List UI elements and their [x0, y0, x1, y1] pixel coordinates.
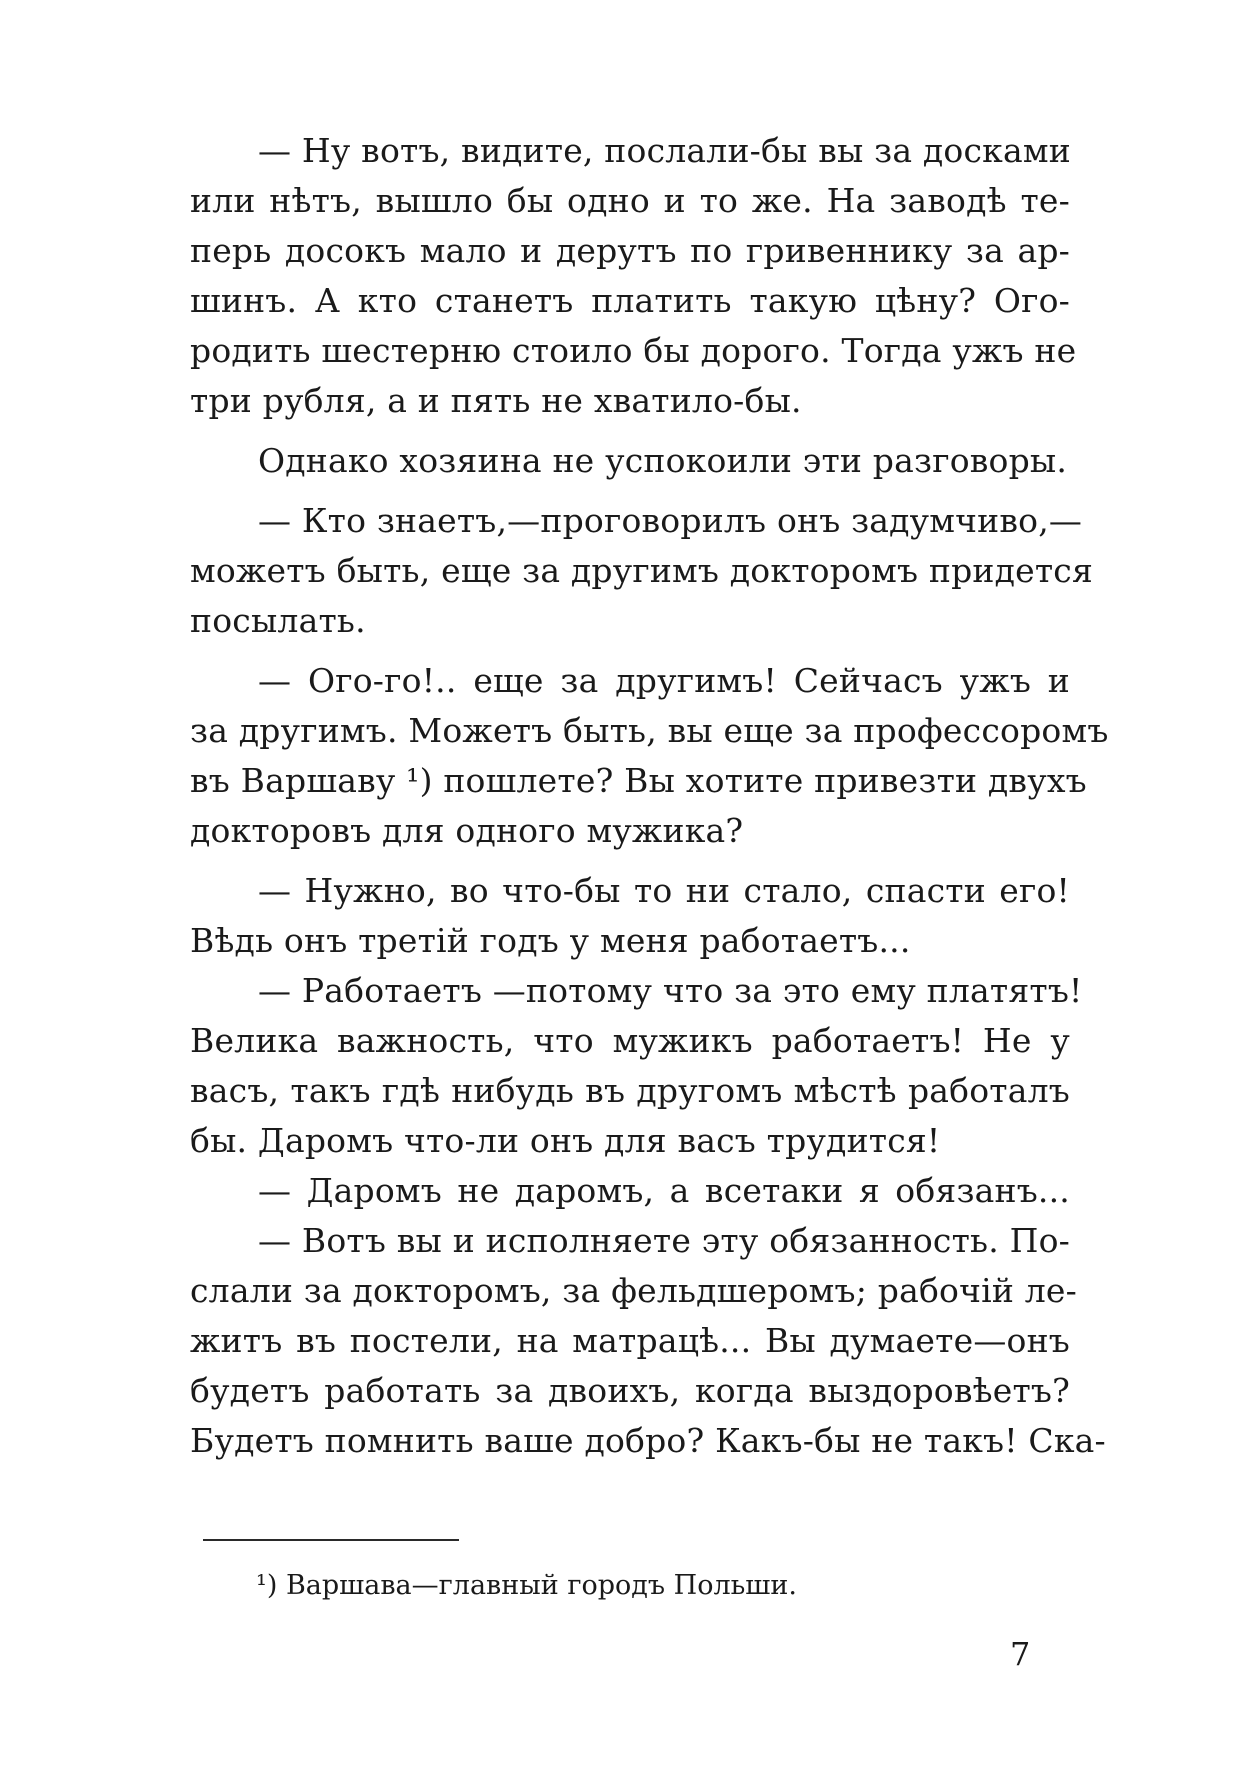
text-line: — Ого-го!.. еще за другимъ! Сейчасъ ужъ и	[258, 661, 1070, 700]
page-number: 7	[1010, 1635, 1031, 1673]
text-line: — Нужно, во что-бы то ни стало, спасти его!	[258, 871, 1070, 910]
text-line: въ Варшаву ¹) пошлете? Вы хотите привезти двухъ	[190, 761, 1087, 800]
body-text	[190, 126, 1109, 1466]
text-line: Однако хозяина не успокоили эти разговоры.	[258, 441, 1068, 480]
text-line: Будетъ помнить ваше добро? Какъ-бы не такъ! Ска-	[190, 1421, 1106, 1460]
text-line: докторовъ для одного мужика?	[190, 811, 744, 850]
text-line: васъ, такъ гдѣ нибудь въ другомъ мѣстѣ работалъ	[190, 1071, 1070, 1110]
text-line: — Ну вотъ, видите, послали-бы вы за досками	[258, 131, 1071, 170]
text-line: перь досокъ мало и дерутъ по гривеннику за ар-	[190, 231, 1070, 270]
text-line: — Работаетъ —потому что за это ему платятъ!	[258, 971, 1083, 1010]
text-line: слали за докторомъ, за фельдшеромъ; рабочій ле-	[190, 1271, 1077, 1310]
text-line: шинъ. А кто станетъ платить такую цѣну? Ого-	[190, 281, 1070, 320]
text-line: житъ въ постели, на матрацѣ... Вы думаете—онъ	[190, 1321, 1070, 1360]
footnote: ¹) Варшава—главный городъ Польши.	[256, 1570, 797, 1601]
footnote-divider	[203, 1539, 459, 1541]
text-line: Велика важность, что мужикъ работаетъ! Не у	[190, 1021, 1070, 1060]
text-line: Вѣдь онъ третій годъ у меня работаетъ...	[190, 921, 911, 960]
text-line: можетъ быть, еще за другимъ докторомъ придется	[190, 551, 1093, 590]
text-line: будетъ работать за двоихъ, когда выздоровѣетъ?	[190, 1371, 1070, 1410]
text-line: — Вотъ вы и исполняете эту обязанность. По-	[258, 1221, 1070, 1260]
text-line: — Даромъ не даромъ, а всетаки я обязанъ...	[258, 1171, 1070, 1210]
text-line: или нѣтъ, вышло бы одно и то же. На заводѣ те-	[190, 181, 1070, 220]
text-line: за другимъ. Можетъ быть, вы еще за профессоромъ	[190, 711, 1109, 750]
text-line: — Кто знаетъ,—проговорилъ онъ задумчиво,—	[258, 501, 1083, 540]
text-line: три рубля, а и пять не хватило-бы.	[190, 381, 802, 420]
text-line: бы. Даромъ что-ли онъ для васъ трудится!	[190, 1121, 941, 1160]
text-line: родить шестерню стоило бы дорого. Тогда ужъ не	[190, 331, 1077, 370]
text-line: посылать.	[190, 601, 366, 640]
